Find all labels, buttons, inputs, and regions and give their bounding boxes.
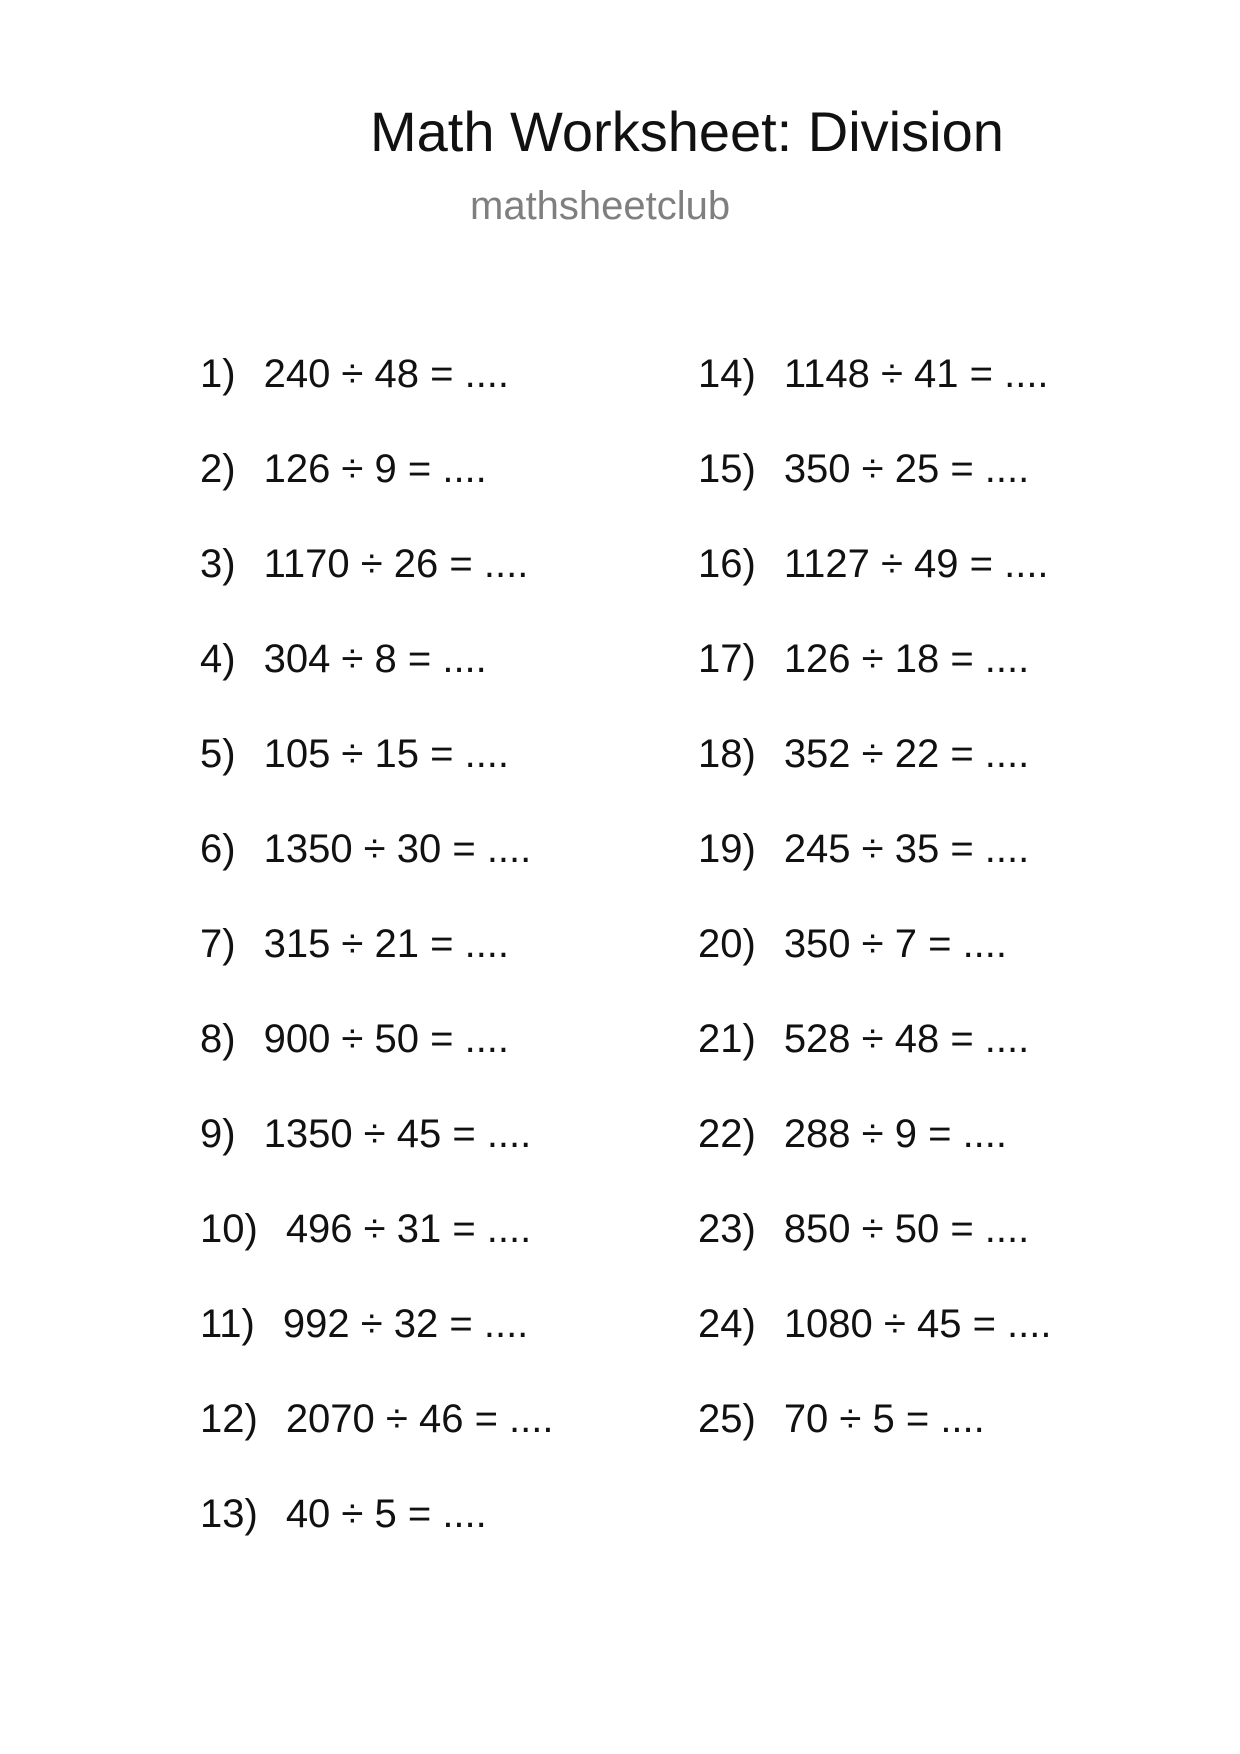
problem-number: 1) [200,352,236,396]
problem-number: 15) [698,447,756,491]
problem-number: 10) [200,1207,258,1251]
problem-number: 14) [698,352,756,396]
problem-expression: 245 ÷ 35 = .... [783,827,1030,871]
problem-expression: 900 ÷ 50 = .... [263,1017,510,1061]
problem-number: 4) [200,637,236,681]
problem-expression: 126 ÷ 9 = .... [263,447,487,491]
problem-item [698,1205,1052,1300]
problem-item [698,445,1052,540]
problem-number: 2) [200,447,236,491]
problem-number: 25) [698,1397,756,1441]
problem-number: 23) [698,1207,756,1251]
problem-number: 5) [200,732,236,776]
problem-expression: 315 ÷ 21 = .... [263,922,510,966]
problem-number: 6) [200,827,236,871]
problem-item [698,1300,1052,1395]
problem-expression: 105 ÷ 15 = .... [263,732,510,776]
problem-expression: 1350 ÷ 30 = .... [263,827,532,871]
problem-item [200,540,554,635]
problem-item [200,1300,554,1395]
problem-item [200,1110,554,1205]
problem-number: 22) [698,1112,756,1156]
problem-expression: 2070 ÷ 46 = .... [285,1397,554,1441]
problem-expression: 1080 ÷ 45 = .... [783,1302,1052,1346]
problem-number: 20) [698,922,756,966]
problem-number: 17) [698,637,756,681]
problem-expression: 288 ÷ 9 = .... [783,1112,1008,1156]
problem-item [698,1110,1052,1205]
problem-number: 11) [200,1302,255,1346]
problem-item [200,445,554,540]
problem-number: 12) [200,1397,258,1441]
problem-expression: 1148 ÷ 41 = .... [783,352,1049,396]
problem-item [698,825,1052,920]
problem-item [698,635,1052,730]
problem-item [698,920,1052,1015]
problem-expression: 1170 ÷ 26 = .... [263,542,529,586]
problem-item [200,635,554,730]
problem-item [698,1015,1052,1110]
page-subtitle: mathsheetclub [470,184,731,228]
problem-expression: 352 ÷ 22 = .... [783,732,1030,776]
problem-item [200,920,554,1015]
problem-list-right [698,350,1052,1490]
problem-item [200,1490,554,1585]
problem-expression: 496 ÷ 31 = .... [285,1207,532,1251]
problem-number: 3) [200,542,236,586]
problem-expression: 70 ÷ 5 = .... [783,1397,985,1441]
problem-number: 18) [698,732,756,776]
problem-item [698,350,1052,445]
problem-number: 7) [200,922,236,966]
problem-expression: 850 ÷ 50 = .... [783,1207,1030,1251]
problem-number: 9) [200,1112,236,1156]
problem-item [200,1395,554,1490]
problem-expression: 240 ÷ 48 = .... [263,352,510,396]
problem-item [698,540,1052,635]
problem-number: 16) [698,542,756,586]
problem-list-left [200,350,554,1585]
problem-number: 24) [698,1302,756,1346]
problem-number: 8) [200,1017,236,1061]
problem-item [200,350,554,445]
problem-expression: 1350 ÷ 45 = .... [263,1112,532,1156]
problem-item [200,1205,554,1300]
problem-item [698,730,1052,825]
problem-item [200,1015,554,1110]
problem-expression: 126 ÷ 18 = .... [783,637,1030,681]
problem-number: 13) [200,1492,258,1536]
problem-item [698,1395,1052,1490]
page-title: Math Worksheet: Division [370,100,1004,163]
problem-item [200,730,554,825]
problem-expression: 528 ÷ 48 = .... [783,1017,1030,1061]
problem-expression: 350 ÷ 7 = .... [783,922,1008,966]
problem-expression: 304 ÷ 8 = .... [263,637,487,681]
problem-expression: 992 ÷ 32 = .... [282,1302,529,1346]
problem-expression: 40 ÷ 5 = .... [285,1492,487,1536]
problem-expression: 350 ÷ 25 = .... [783,447,1030,491]
problem-number: 21) [698,1017,756,1061]
problem-expression: 1127 ÷ 49 = .... [783,542,1049,586]
problem-item [200,825,554,920]
problem-number: 19) [698,827,756,871]
